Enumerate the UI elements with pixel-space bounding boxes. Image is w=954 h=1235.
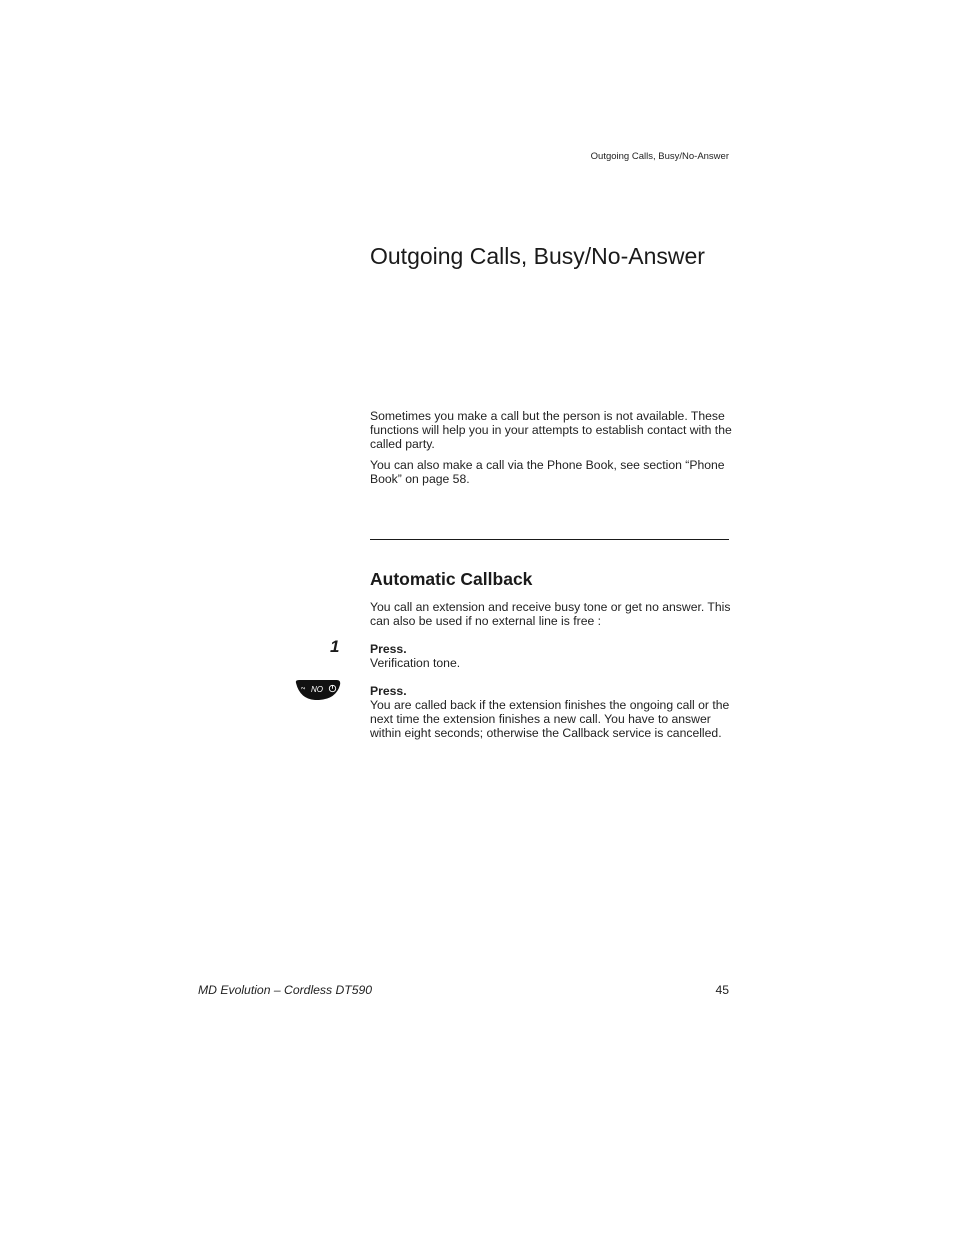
- chapter-title: Outgoing Calls, Busy/No-Answer: [370, 243, 705, 269]
- intro-paragraph-1: Sometimes you make a call but the person is not available. These functions will help you in your attempts to establish contact with the called party.: [370, 409, 732, 451]
- svg-text:∿: ∿: [299, 684, 308, 693]
- step-1-detail: Verification tone.: [370, 656, 461, 670]
- section-heading: Automatic Callback: [370, 569, 533, 589]
- running-header: Outgoing Calls, Busy/No-Answer: [590, 151, 729, 162]
- footer-document-title: MD Evolution – Cordless DT590: [198, 983, 373, 997]
- step-2-action: Press.: [370, 684, 407, 698]
- no-key-label: NO: [311, 685, 323, 694]
- no-key-icon: [295, 679, 341, 701]
- digit-1-key-icon: 1: [330, 637, 340, 656]
- step-1-action: Press.: [370, 642, 407, 656]
- footer-page-number: 45: [715, 983, 729, 997]
- section-divider: [370, 539, 729, 540]
- step-1: [370, 642, 732, 670]
- step-2: [370, 684, 732, 740]
- step-2-detail: You are called back if the extension finishes the ongoing call or the next time the extension finishes a new call. You have to answer within eight seconds; otherwise the Callback service is cancelled.: [370, 698, 730, 740]
- intro-paragraph-2: You can also make a call via the Phone Book, see section “Phone Book” on page 58.: [370, 458, 725, 486]
- section-intro: You call an extension and receive busy tone or get no answer. This can also be used if no external line is free :: [370, 600, 731, 628]
